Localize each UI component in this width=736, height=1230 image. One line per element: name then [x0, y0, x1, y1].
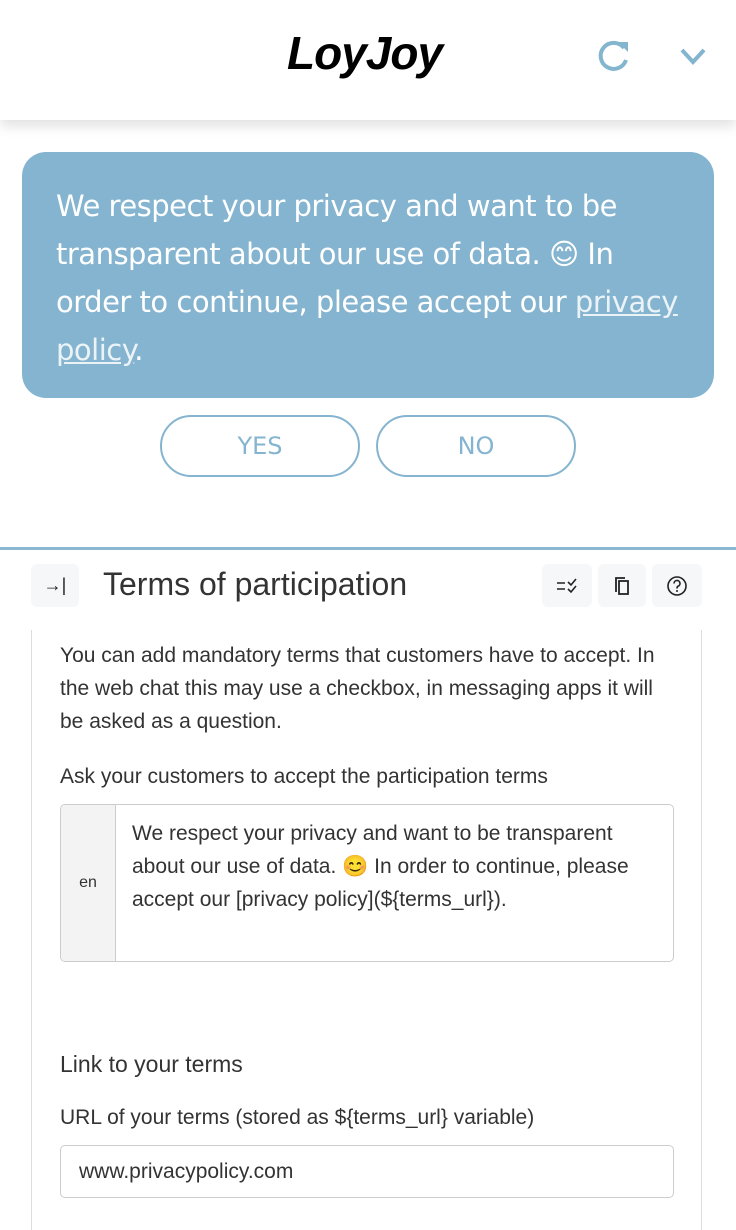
language-tag: en [61, 805, 116, 961]
chevron-down-icon[interactable] [676, 36, 712, 76]
url-label: URL of your terms (stored as ${terms_url} variable) [60, 1106, 535, 1129]
panel-body [31, 630, 702, 1230]
checklist-icon [556, 578, 578, 594]
terms-text[interactable]: We respect your privacy and want to be transparent about our use of data. 😊 In order to continue, please accept our [privacy policy](${terms_url}). [132, 822, 629, 911]
copy-icon [613, 576, 631, 596]
chat-header [0, 0, 736, 120]
description: You can add mandatory terms that customers have to accept. In the web chat this may use a checkbox, in messaging apps it will be asked as a question. [60, 644, 655, 733]
chat-area [0, 120, 736, 548]
terms-textarea[interactable] [60, 804, 674, 962]
checklist-button[interactable] [542, 564, 592, 607]
help-button[interactable] [652, 564, 702, 607]
loyjoy-logo: LoyJoy [287, 27, 443, 79]
ask-label: Ask your customers to accept the participation terms [60, 765, 548, 788]
collapse-panel-button[interactable] [31, 564, 79, 607]
link-heading: Link to your terms [60, 1051, 243, 1077]
help-icon [666, 575, 688, 597]
copy-button[interactable] [598, 564, 646, 607]
no-button[interactable]: NO [376, 415, 576, 477]
bot-message-bubble [22, 152, 714, 398]
terms-url-input[interactable]: www.privacypolicy.com [60, 1145, 674, 1198]
message-period: . [134, 333, 143, 367]
panel-title: Terms of participation [103, 566, 408, 602]
message-text: We respect your privacy and want to be transparent about our use of data. 😊 In order to continue, please accept our [56, 189, 617, 319]
terms-panel [0, 550, 736, 1214]
privacy-policy-link[interactable]: privacy policy [56, 285, 678, 367]
collapse-right-icon: →| [43, 575, 67, 595]
refresh-icon[interactable] [596, 36, 632, 76]
yes-button[interactable]: YES [160, 415, 360, 477]
